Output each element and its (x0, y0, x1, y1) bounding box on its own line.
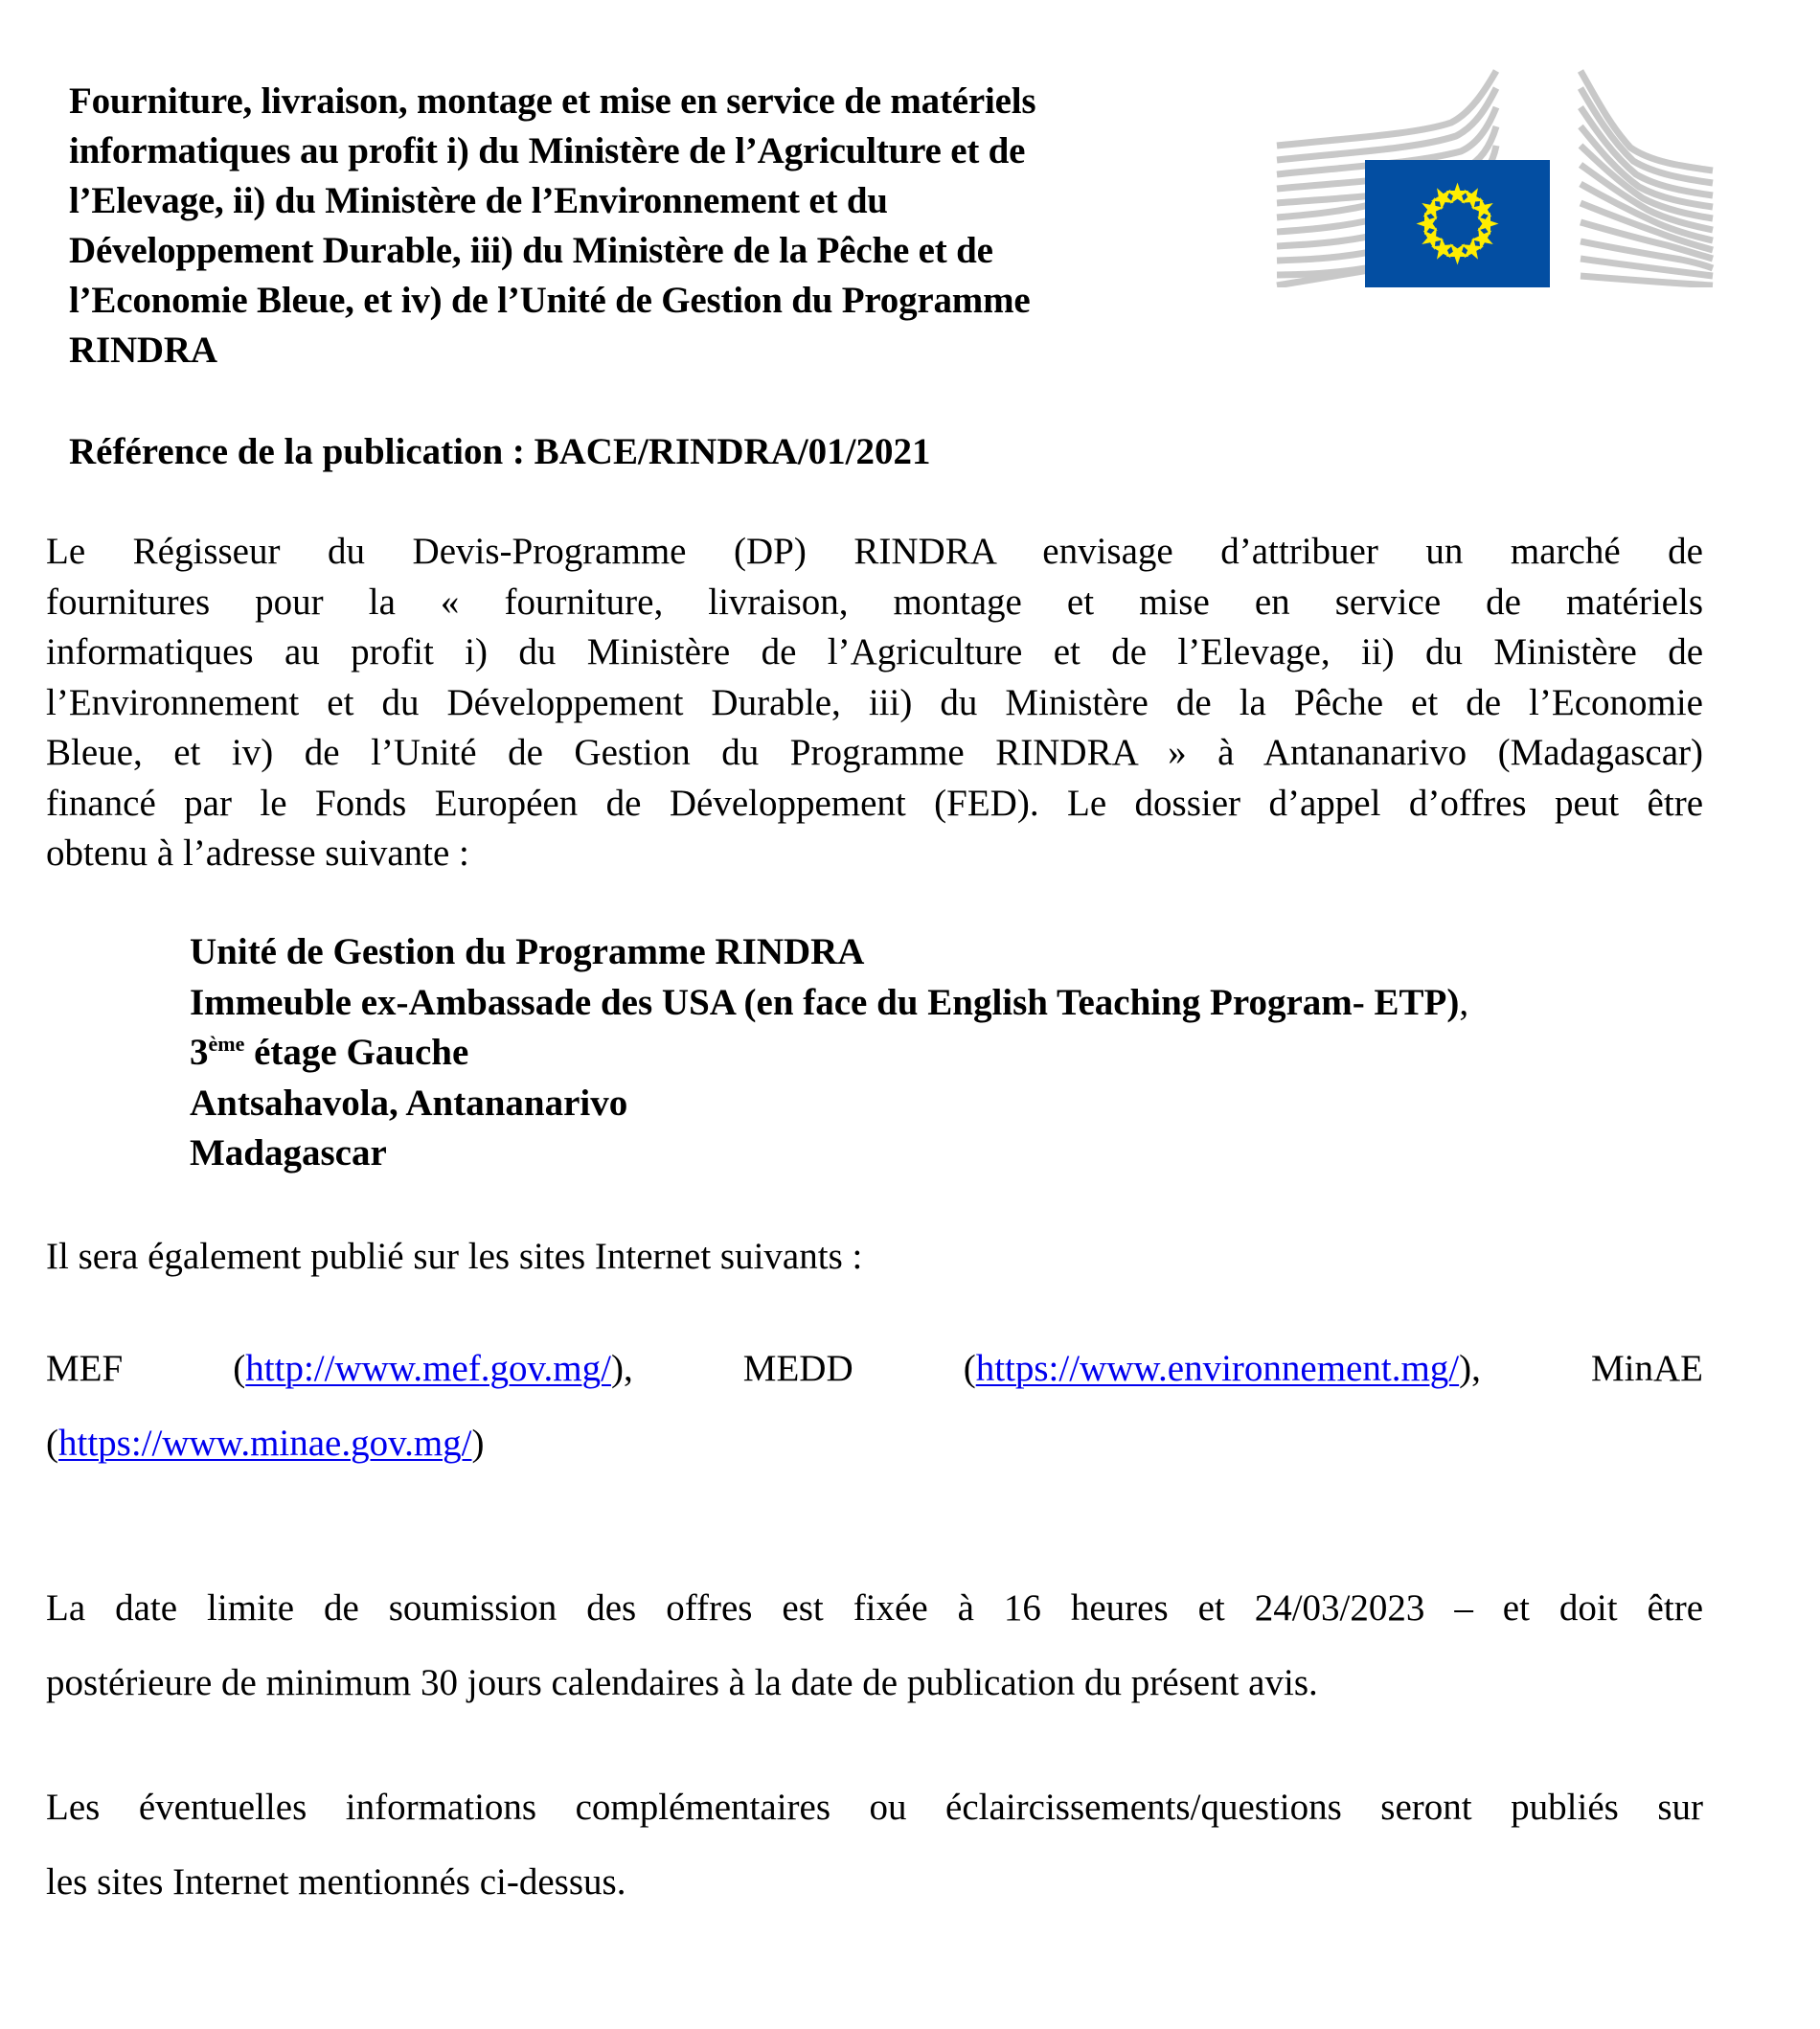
paragraph-line: financé par le Fonds Européen de Développement (FED). Le dossier d’appel d’offres peut être (46, 782, 1703, 824)
address-organization: Unité de Gestion du Programme RINDRA (190, 931, 865, 972)
address-building (190, 978, 1468, 1029)
site-minae-link-wrap: (https://www.minae.gov.mg/) (46, 1423, 485, 1464)
address-floor-number: 3 (190, 1032, 209, 1073)
deadline-line: postérieure de minimum 30 jours calendaires à la date de publication du présent avis. (46, 1662, 1318, 1703)
publication-reference: Référence de la publication : BACE/RINDRA/01/2021 (69, 431, 931, 472)
address-floor-ordinal: ème (208, 1032, 245, 1056)
address-block (190, 927, 1468, 1179)
site-mef-link[interactable]: http://www.mef.gov.mg/ (245, 1348, 611, 1389)
title-line: informatiques au profit i) du Ministère de l’Agriculture et de (69, 130, 1026, 171)
title-line: Développement Durable, iii) du Ministère de la Pêche et de (69, 230, 993, 271)
address-floor-text: étage Gauche (244, 1032, 469, 1073)
paragraph-line: Bleue, et iv) de l’Unité de Gestion du Programme RINDRA » à Antananarivo (Madagascar) (46, 732, 1703, 773)
document-title (69, 77, 1247, 376)
site-minae-label: MinAE (1590, 1348, 1703, 1389)
paragraph-line: informatiques au profit i) du Ministère de l’Agriculture et de l’Elevage, ii) du Ministère de (46, 631, 1703, 673)
title-line: RINDRA (69, 330, 217, 371)
paragraph-line: l’Environnement et du Développement Durable, iii) du Ministère de la Pêche et de l’Economie (46, 681, 1703, 723)
paragraph-line: Le Régisseur du Devis-Programme (DP) RINDRA envisage d’attribuer un marché de (46, 531, 1703, 572)
intro-paragraph (46, 527, 1703, 879)
site-medd-link-wrap: (https://www.environnement.mg/), (963, 1348, 1481, 1389)
sites-row (46, 1406, 1703, 1481)
additional-info-paragraph (46, 1770, 1703, 1920)
address-floor (190, 1028, 1468, 1079)
site-medd-link[interactable]: https://www.environnement.mg/ (975, 1348, 1460, 1389)
address-building-text: Immeuble ex-Ambassade des USA (en face du English Teaching Program- ETP) (190, 981, 1460, 1023)
paragraph-line: fournitures pour la « fourniture, livraison, montage et mise en service de matériels (46, 581, 1703, 623)
additional-info-line: Les éventuelles informations complémentaires ou éclaircissements/questions seront publiés sur (46, 1787, 1703, 1828)
site-minae-link[interactable]: https://www.minae.gov.mg/ (58, 1423, 472, 1464)
paragraph-line: obtenu à l’adresse suivante : (46, 832, 469, 874)
site-mef-label: MEF (46, 1348, 124, 1389)
european-commission-logo-icon (1274, 67, 1715, 287)
sites-intro-text: Il sera également publié sur les sites Internet suivants : (46, 1236, 863, 1277)
sites-list (46, 1332, 1703, 1481)
deadline-line: La date limite de soumission des offres est fixée à 16 heures et 24/03/2023 – et doit être (46, 1587, 1703, 1629)
title-line: l’Economie Bleue, et iv) de l’Unité de Gestion du Programme (69, 280, 1031, 321)
address-country: Madagascar (190, 1132, 387, 1174)
additional-info-line: les sites Internet mentionnés ci-dessus. (46, 1861, 626, 1903)
site-mef-link-wrap: (http://www.mef.gov.mg/), (233, 1348, 633, 1389)
sites-row (46, 1332, 1703, 1406)
title-line: Fourniture, livraison, montage et mise en service de matériels (69, 80, 1036, 122)
deadline-paragraph (46, 1571, 1703, 1721)
address-building-comma: , (1459, 981, 1469, 1023)
address-district: Antsahavola, Antananarivo (190, 1082, 628, 1124)
title-line: l’Elevage, ii) du Ministère de l’Environnement et du (69, 180, 888, 221)
site-medd-label: MEDD (742, 1348, 853, 1389)
